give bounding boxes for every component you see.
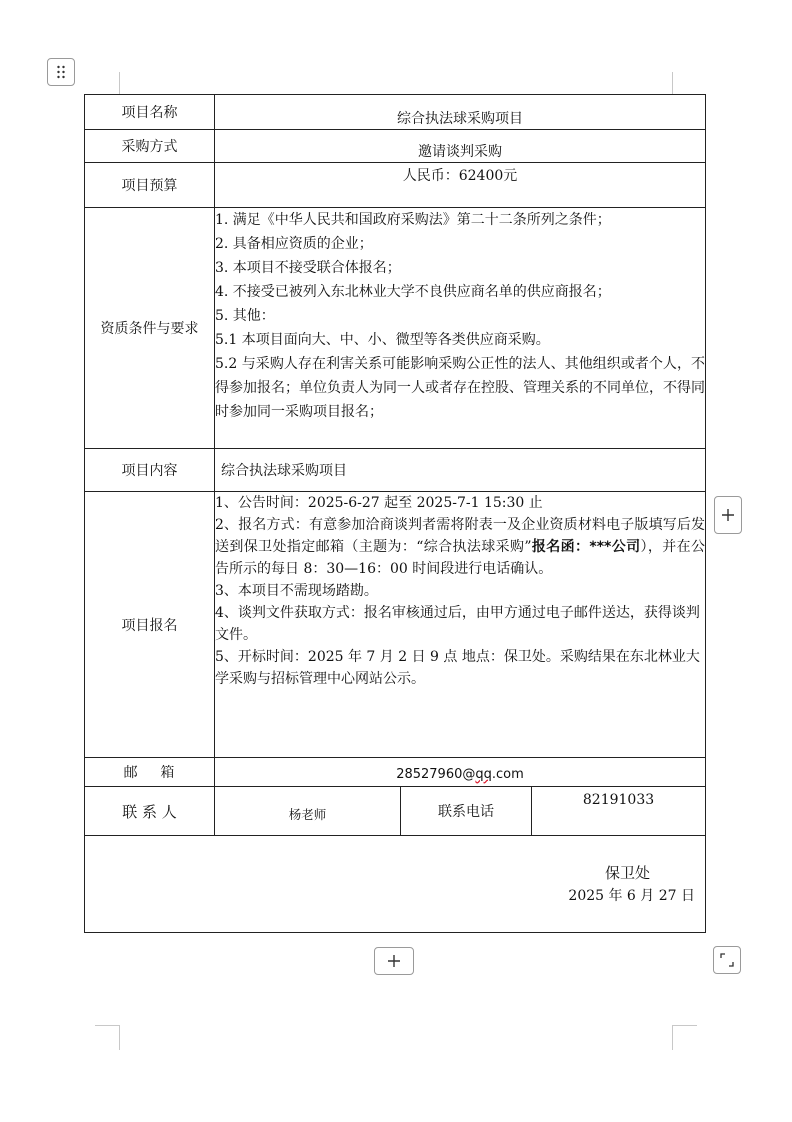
qual-item: 5. 其他： — [215, 308, 275, 324]
phone-label: 联系电话 — [401, 787, 532, 836]
footer-org: 保卫处 — [605, 864, 651, 882]
crop-mark-top-right — [672, 72, 697, 94]
registration-label: 项目报名 — [85, 492, 215, 758]
budget-value[interactable]: 人民币：62400元 — [215, 163, 706, 208]
qual-item: 4. 不接受已被列入东北林业大学不良供应商名单的供应商报名； — [215, 284, 611, 300]
plus-icon — [387, 954, 401, 968]
table-resize-handle[interactable] — [713, 946, 741, 974]
reg-2-text: 2、报名方式：有意参加洽商谈判者需将附表一及企业资质材料电子版填写后发送到保卫处指定邮箱（主题为：“综合执法球采购” — [215, 517, 706, 555]
resize-corner-icon — [720, 953, 734, 967]
qual-item: 3. 本项目不接受联合体报名； — [215, 260, 401, 276]
reg-item: 1、公告时间：2025-6-27 起至 2025-7-1 15:30 止 — [215, 495, 543, 511]
footer-cell[interactable] — [85, 836, 706, 933]
email-label: 邮 箱 — [85, 758, 215, 787]
phone-value[interactable]: 82191033 — [532, 787, 706, 836]
add-column-button[interactable] — [714, 496, 742, 534]
qual-item: 5.1 本项目面向大、中、小、微型等各类供应商采购。 — [215, 332, 550, 348]
method-value[interactable]: 邀请谈判采购 — [215, 130, 706, 163]
email-domain: qq — [475, 766, 492, 782]
add-row-button[interactable] — [374, 947, 414, 975]
project-name-label: 项目名称 — [85, 95, 215, 130]
qual-item: 5.2 与采购人存在利害关系可能影响采购公正性的法人、其他组织或者个人，不得参加报名；单位负责人为同一人或者存在控股、管理关系的不同单位，不得同时参加同一采购项目报名； — [215, 356, 706, 420]
reg-item-2 — [215, 514, 705, 580]
crop-mark-bottom-left — [95, 1025, 120, 1050]
email-user: 28527960@ — [396, 766, 476, 782]
content-label: 项目内容 — [85, 449, 215, 492]
table-move-handle[interactable] — [47, 58, 75, 86]
grip-icon — [56, 65, 66, 79]
qualification-label: 资质条件与要求 — [85, 208, 215, 449]
plus-icon — [721, 508, 735, 522]
method-label: 采购方式 — [85, 130, 215, 163]
reg-2-bold: 报名函：***公司 — [531, 539, 641, 555]
footer-date: 2025 年 6 月 27 日 — [568, 888, 696, 904]
budget-label: 项目预算 — [85, 163, 215, 208]
email-value[interactable] — [215, 758, 706, 787]
reg-2-tail: ），并在公告所示的每日 8：30—16：00 时间段进行电话确认。 — [215, 539, 706, 577]
crop-mark-top-left — [95, 72, 120, 94]
qual-item: 1. 满足《中华人民共和国政府采购法》第二十二条所列之条件； — [215, 212, 611, 228]
project-name-value[interactable]: 综合执法球采购项目 — [215, 95, 706, 130]
reg-item: 5、开标时间：2025 年 7 月 2 日 9 点 地点：保卫处。采购结果在东北林业大学采购与招标管理中心网站公示。 — [215, 649, 700, 687]
reg-item: 3、本项目不需现场踏勘。 — [215, 583, 378, 599]
qual-item: 2. 具备相应资质的企业； — [215, 236, 373, 252]
contact-label: 联 系 人 — [85, 787, 215, 836]
contact-value[interactable]: 杨老师 — [215, 787, 401, 836]
content-value[interactable]: 综合执法球采购项目 — [215, 449, 706, 492]
qualification-list[interactable] — [215, 208, 706, 449]
email-tld: .com — [491, 766, 524, 782]
reg-item: 4、谈判文件获取方式：报名审核通过后，由甲方通过电子邮件送达，获得谈判文件。 — [215, 605, 700, 643]
crop-mark-bottom-right — [672, 1025, 697, 1050]
procurement-table — [84, 94, 706, 933]
registration-body[interactable] — [215, 492, 706, 758]
